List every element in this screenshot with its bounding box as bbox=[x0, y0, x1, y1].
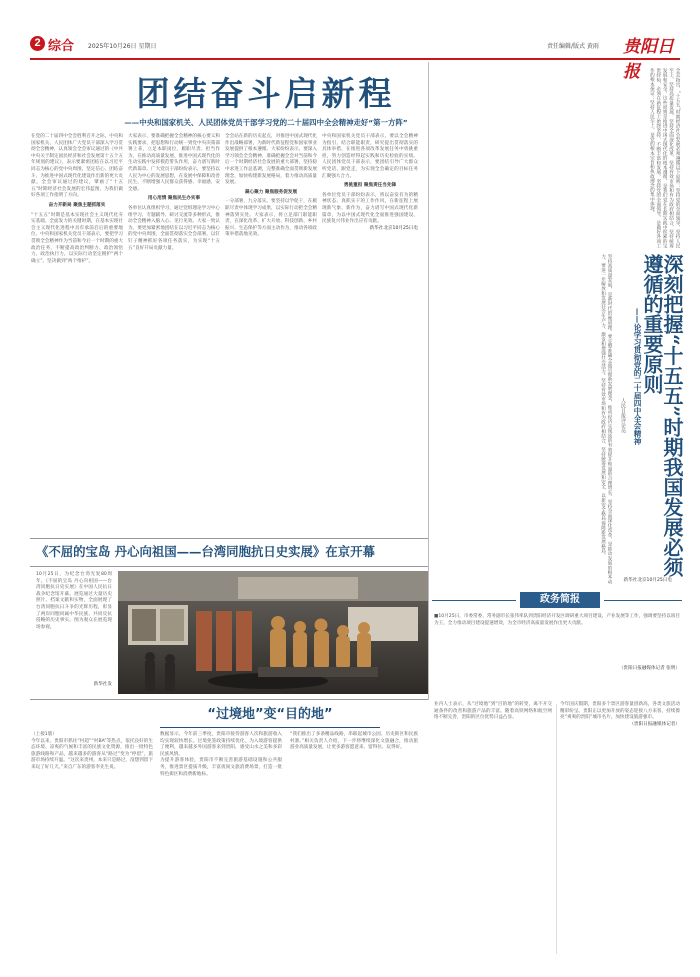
exhibit-rule bbox=[30, 566, 428, 567]
lead-col4-text: 中央和国家机关党员干部表示，要以全会精神为指引，结合职能职责，研究提出贯彻落实的具体举措，在推进各项改革发展任务中勇挑重担，努力创造经得起实践和历史检验的实绩。人民团体党员干部表示，要团结引导广大群众听党话、跟党走，为实现全会确定的目标任务汇聚强大合力。 bbox=[322, 134, 418, 179]
feature-kicker: （上接1版） bbox=[31, 732, 57, 737]
feature-title-rule bbox=[160, 727, 380, 728]
exhibit-credit: 新华社发 bbox=[93, 682, 112, 687]
feature-col2-text: 数据显示，今年前三季度，贵阳市接待游客人次和旅游收入均实现较快增长。过境免签政策持续优化，为入境游客提供了便利，越来越多外国游客来到贵阳，感受山水之美和多彩民族风情。 bbox=[160, 732, 282, 757]
lead-col3-text2: 一分部署，九分落实。要坚持以学促干，在履职尽责中体现学习成果，以实际行动把全会精神落到实处。大家表示，将立足部门职能职责，在深化改革、扩大开放、科技创新、乡村振兴、生态保护等方面主动作为，推动各项政策举措落地见效。 bbox=[225, 199, 317, 238]
feature-col1 bbox=[31, 732, 153, 960]
section-divider bbox=[30, 538, 428, 539]
exhibit-title: 《不屈的宝岛 丹心向祖国——台湾同胞抗日史实展》在京开幕 bbox=[36, 544, 375, 559]
commentary-kicker: 人民日报评论员 bbox=[620, 398, 626, 433]
section-divider-2 bbox=[30, 699, 428, 700]
feature-col5 bbox=[560, 702, 680, 952]
brief-rule-right bbox=[604, 600, 682, 601]
lead-col2-subhead: 用心用情 聚焦民生办实事 bbox=[147, 196, 201, 202]
lead-subtitle: ——中央和国家机关、人民团体党员干部学习党的二十届四中全会精神走好“第一方阵” bbox=[124, 118, 408, 127]
issue-date: 2025年10月26日 星期日 bbox=[88, 43, 157, 50]
lead-col4-subhead: 勇挑重担 聚焦责任当先锋 bbox=[343, 183, 397, 189]
masthead-rule bbox=[30, 58, 680, 60]
brief-rule bbox=[432, 600, 516, 601]
brief-credit: （贵阳日报融媒体记者 张明） bbox=[618, 666, 680, 671]
feature-col3-text: “我们推出了多条精品线路，串联起城市公园、历史街区和民族村寨。”相关负责人介绍，下一步将继续深化文旅融合，推动旅游业高质量发展，让更多游客愿意来、留得住、玩得好。 bbox=[290, 732, 418, 751]
exhibit-photo bbox=[118, 571, 428, 694]
feature-credit: （贵阳日报融媒体记者） bbox=[629, 721, 680, 727]
lead-col4-text2: 各单位党员干部纷纷表示，将以奋发有为的精神状态、真抓实干的工作作风，在新征程上展现新气象、新作为，奋力谱写中国式现代化新篇章，为以中国式现代化全面推进强国建设、民族复兴伟业作出应有贡献。 bbox=[322, 192, 418, 225]
paper-logo: 贵阳日报 bbox=[623, 37, 674, 82]
feature-col3 bbox=[290, 732, 418, 960]
lead-col3-text: 全会站在新的历史起点，对推进中国式现代化作出战略部署，为新时代新征程党和国家事业发展提供了根本遵循。大家纷纷表示，要深入学习领会全会精神，准确把握全会对当前和今后一个时期经济社会发展的重大部署，坚持稳中求进工作总基调，完整准确全面贯彻新发展理念，加快构建新发展格局，着力推动高质量发展。 bbox=[225, 134, 317, 186]
commentary-text-2: 坚持高质量发展，是新时代的硬道理。要完整准确全面贯彻新发展理念，推动经济实现质的有效提升和量的合理增长。坚持全面深化改革，是推动发展的根本动力，要进一步解放和发展社会生产力、激发和增强社会活力。坚持有效市场和有为政府相结合，坚持统筹发展和安全，以新安全格局保障新发展格局。 bbox=[600, 254, 612, 584]
section-name: 综合 bbox=[48, 39, 75, 54]
lead-col3-subhead: 凝心聚力 聚焦服务促发展 bbox=[244, 189, 298, 195]
feature-title: “过境地”变“目的地” bbox=[207, 707, 333, 722]
commentary-subtitle: ——论学习贯彻党的二十届四中全会精神 bbox=[633, 308, 642, 445]
brief-title: 政务简报 bbox=[520, 592, 600, 608]
page-number-badge: 2 bbox=[30, 36, 45, 51]
lead-col1 bbox=[31, 134, 123, 474]
lead-col2-text2: 各单位认真组织学习，通过党组理论学习中心组学习、专题辅导、研讨交流等多种形式，推动全会精神入脑入心、见行见效。大家一致认为，要更加紧密地团结在以习近平同志为核心的党中央周围，全面贯彻落实全会部署，以钉钉子精神抓好各项任务落实，为实现“十五五”良好开局贡献力量。 bbox=[128, 205, 220, 251]
lead-col1-subhead: 奋力开新局 聚焦主题抓落实 bbox=[48, 202, 106, 208]
brief-box bbox=[432, 592, 682, 684]
lead-col3 bbox=[225, 134, 317, 474]
brief-text: ■10月25日，市委常委、常务副市长张伟率队到贵阳经济开发区调研重大项目建设、产业发展等工作，强调要坚持以项目为王，全力推动项目建设提速增效，为全市经济高质量发展作出更大贡献。 bbox=[434, 614, 680, 626]
feature-col2 bbox=[160, 732, 282, 960]
feature-col5-text: 今年国庆假期，贵阳多个景区游客量创新高，各类文旅活动精彩纷呈。贵阳正以更加开放的姿态迎接八方来客，持续擦亮“爽爽的贵阳”城市名片，加快建设旅游强市。 bbox=[560, 702, 680, 721]
editor-credit: 责任编辑/版式 黄雨 bbox=[547, 43, 599, 50]
lead-col2-text: 大家表示，要准确把握全会精神的核心要义和实践要求，把思想和行动统一到党中央决策部署上来，立足本职岗位，履职尽责、担当作为，在推动高质量发展、推进中国式现代化的生动实践中发挥模范带头作用，奋力谱写新时代新篇章。广大党员干部纷纷表示，要坚持以人民为中心的发展思想，在发展中保障和改善民生，不断增强人民群众获得感、幸福感、安全感。 bbox=[128, 134, 220, 192]
commentary-text: 全会指出，“十五五”时期经济社会发展必须遵循以下原则：坚持党的全面领导，坚持人民至上，坚持高质量发展，坚持全面深化改革，坚持有效市场和有为政府相结合，坚持统筹发展和安全。这些原则是推进中国式现代化的根本遵循，是我们党在长期实践中积累的宝贵经验，必须在新征程上始终坚持、不断丰富和发展。坚持党的全面领导，是做好各项工作的根本保证；坚持人民至上，是党的根本宗旨和执政理念的集中体现。 bbox=[649, 68, 680, 248]
feature-col4 bbox=[434, 702, 552, 960]
lead-col2 bbox=[128, 134, 220, 474]
feature-col1-text: 今年以来，贵阳市抓住“村超”“村BA”等热点，依托良好的生态环境、凉爽的气候和丰富的民族文化资源，推出一批特色旅游线路和产品，越来越多的游客从“路过”变为“停留”，旅游市场持续升温。“这次来贵州，本来只是路过，没想到留下来玩了好几天。”来自广东的游客李先生说。 bbox=[31, 738, 153, 770]
commentary-box bbox=[432, 68, 682, 588]
feature-col2b-text: 为提升游客体验，贵阳市不断完善旅游基础设施和公共服务，推进景区提质升级，丰富夜间文旅消费场景，打造一批特色街区和消费新地标。 bbox=[160, 758, 282, 777]
feature-col4-text: 业内人士表示，从“过境地”到“目的地”的转变，离不开交通条件的改善和旅游产品的丰富。随着高铁网络和航空网络不断完善，贵阳的区位优势日益凸显。 bbox=[434, 702, 552, 721]
lead-col4-credit: 新华社北京10月25日电 bbox=[369, 225, 418, 231]
lead-title: 团结奋斗启新程 bbox=[136, 74, 396, 113]
commentary-credit: 新华社北京10月25日电 bbox=[623, 578, 672, 583]
lead-col4 bbox=[322, 134, 418, 474]
lead-col1-text2: “十五五”时期是基本实现社会主义现代化夯实基础、全面发力的关键时期，在基本实现社会主义现代化进程中具有承前启后的重要地位。中央和国家机关党员干部表示，要把学习贯彻全会精神作为当前和今后一个时期的重大政治任务，不断提高政治判断力、政治领悟力、政治执行力，以实际行动坚定拥护“两个确立”、坚决做到“两个维护”。 bbox=[31, 212, 123, 264]
column-rule bbox=[556, 704, 557, 954]
column-rule bbox=[428, 62, 429, 700]
commentary-title: 深刻把握“十五五”时期我国发展必须遵循的重要原则 bbox=[640, 254, 684, 578]
masthead bbox=[30, 34, 680, 82]
exhibit-caption-box bbox=[36, 572, 112, 692]
exhibit-caption: 10月25日，为纪念台湾光复80周年，《不屈的宝岛 丹心向祖国——台湾同胞抗日史实展》在中国人民抗日战争纪念馆开幕。展览通过大量历史照片、档案文献和实物，全面展现了台湾同胞抗日斗争的光辉历程，彰显了两岸同胞同属中华民族、共同反抗侵略的历史事实。图为观众在展览现场参观。 bbox=[36, 572, 112, 630]
lead-col1-text: 在党的二十届四中全会胜利召开之际，中央和国家机关、人民团体广大党员干部深入学习贯彻全会精神，认真领会全会审议通过的《中共中央关于制定国民经济和社会发展第十五个五年规划的建议》，表示要紧密团结在以习近平同志为核心的党中央周围，坚定信心、团结奋斗，为推进中国式现代化建设作出新的更大贡献。全会审议通过的建议，擘画了“十五五”时期经济社会发展的宏伟蓝图，为我们做好各项工作指明了方向。 bbox=[31, 134, 123, 199]
